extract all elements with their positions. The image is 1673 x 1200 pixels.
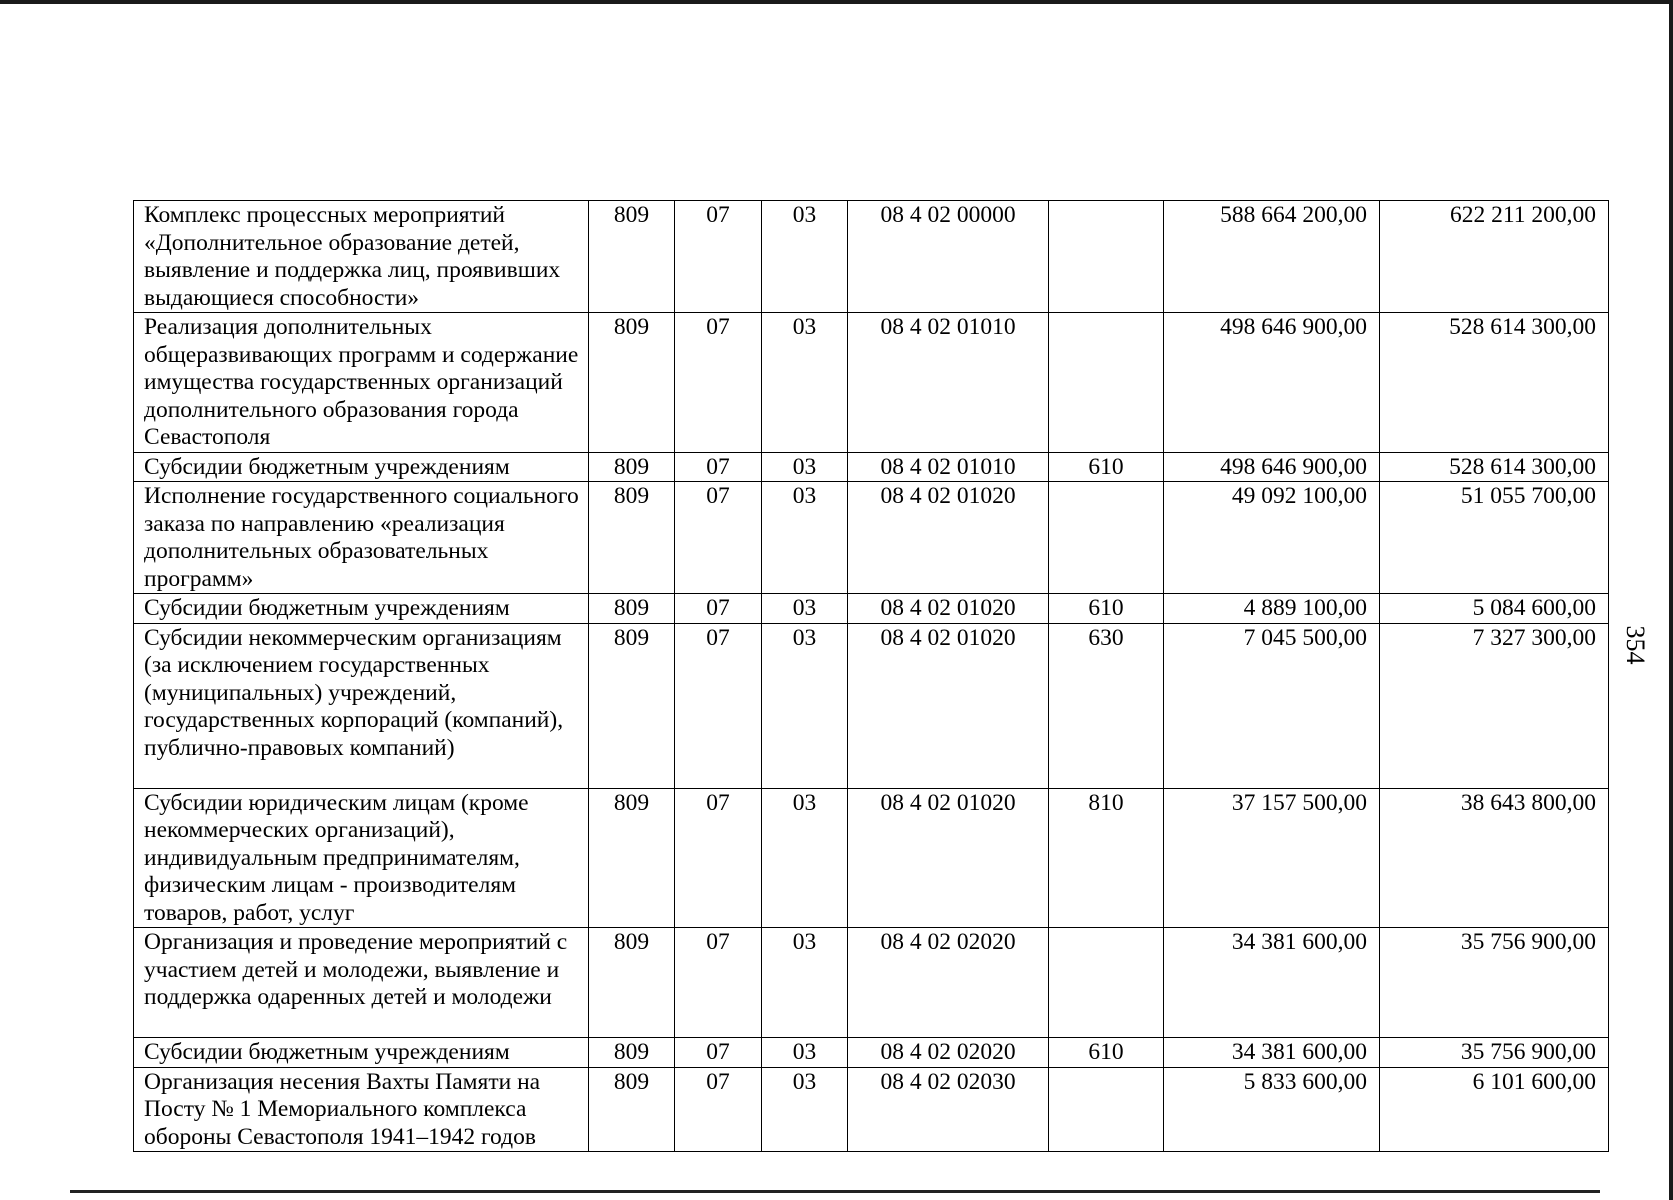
row-csr: 08 4 02 02020 [848, 928, 1049, 1038]
row-name: Организация несения Вахты Памяти на Посту № 1 Мемориального комплекса обороны Севастополя 1941–1942 годов [134, 1067, 589, 1152]
row-pr: 03 [762, 482, 848, 594]
row-vr [1049, 313, 1164, 453]
row-name: Исполнение государственного социального заказа по направлению «реализация дополнительных образовательных программ» [134, 482, 589, 594]
budget-table [133, 200, 1609, 1152]
row-sum2: 622 211 200,00 [1380, 201, 1609, 313]
row-ved: 809 [589, 201, 675, 313]
row-vr [1049, 928, 1164, 1038]
row-csr: 08 4 02 02030 [848, 1067, 1049, 1152]
row-rz: 07 [675, 452, 762, 482]
row-name: Субсидии юридическим лицам (кроме некоммерческих организаций), индивидуальным предпринимателям, физическим лицам - производителям товаров, работ, услуг [134, 788, 589, 928]
row-pr: 03 [762, 313, 848, 453]
row-rz: 07 [675, 1038, 762, 1068]
row-pr: 03 [762, 1038, 848, 1068]
row-csr: 08 4 02 01010 [848, 313, 1049, 453]
table-row [134, 788, 1609, 928]
row-csr: 08 4 02 00000 [848, 201, 1049, 313]
row-vr: 610 [1049, 1038, 1164, 1068]
table-row [134, 1038, 1609, 1068]
row-vr [1049, 201, 1164, 313]
row-rz: 07 [675, 1067, 762, 1152]
table-row [134, 623, 1609, 788]
row-sum2: 6 101 600,00 [1380, 1067, 1609, 1152]
row-name: Организация и проведение мероприятий с участием детей и молодежи, выявление и поддержка одаренных детей и молодежи [134, 928, 589, 1038]
row-sum1: 34 381 600,00 [1164, 928, 1380, 1038]
scan-edge-bottom [70, 1190, 1600, 1193]
row-ved: 809 [589, 594, 675, 624]
row-vr: 810 [1049, 788, 1164, 928]
row-csr: 08 4 02 01010 [848, 452, 1049, 482]
table-row [134, 201, 1609, 313]
row-rz: 07 [675, 623, 762, 788]
row-ved: 809 [589, 1067, 675, 1152]
table-row [134, 928, 1609, 1038]
row-ved: 809 [589, 928, 675, 1038]
row-csr: 08 4 02 01020 [848, 482, 1049, 594]
row-vr: 610 [1049, 594, 1164, 624]
row-name: Субсидии некоммерческим организациям (за исключением государственных (муниципальных) учреждений, государственных корпораций (компаний), публично-правовых компаний) [134, 623, 589, 788]
row-sum2: 7 327 300,00 [1380, 623, 1609, 788]
row-pr: 03 [762, 201, 848, 313]
row-sum2: 5 084 600,00 [1380, 594, 1609, 624]
table-row [134, 482, 1609, 594]
row-name: Реализация дополнительных общеразвивающих программ и содержание имущества государственных организаций дополнительного образования города Севастополя [134, 313, 589, 453]
row-ved: 809 [589, 1038, 675, 1068]
row-pr: 03 [762, 594, 848, 624]
page-number: 354 [1621, 625, 1650, 665]
row-sum1: 34 381 600,00 [1164, 1038, 1380, 1068]
row-sum1: 5 833 600,00 [1164, 1067, 1380, 1152]
row-vr: 630 [1049, 623, 1164, 788]
row-rz: 07 [675, 313, 762, 453]
row-name: Комплекс процессных мероприятий «Дополнительное образование детей, выявление и поддержка лиц, проявивших выдающиеся способности» [134, 201, 589, 313]
row-ved: 809 [589, 452, 675, 482]
row-sum1: 37 157 500,00 [1164, 788, 1380, 928]
row-ved: 809 [589, 623, 675, 788]
scan-edge-top [0, 0, 1673, 4]
row-ved: 809 [589, 788, 675, 928]
row-csr: 08 4 02 01020 [848, 623, 1049, 788]
row-rz: 07 [675, 201, 762, 313]
row-ved: 809 [589, 482, 675, 594]
row-sum1: 49 092 100,00 [1164, 482, 1380, 594]
row-vr [1049, 1067, 1164, 1152]
row-csr: 08 4 02 02020 [848, 1038, 1049, 1068]
row-rz: 07 [675, 594, 762, 624]
row-csr: 08 4 02 01020 [848, 788, 1049, 928]
row-sum1: 4 889 100,00 [1164, 594, 1380, 624]
row-sum2: 35 756 900,00 [1380, 1038, 1609, 1068]
scan-edge-right [1669, 0, 1673, 1200]
budget-table-body [134, 201, 1609, 1152]
row-rz: 07 [675, 788, 762, 928]
row-name: Субсидии бюджетным учреждениям [134, 1038, 589, 1068]
table-row [134, 452, 1609, 482]
table-row [134, 313, 1609, 453]
row-pr: 03 [762, 928, 848, 1038]
row-pr: 03 [762, 623, 848, 788]
table-row [134, 594, 1609, 624]
row-sum2: 528 614 300,00 [1380, 313, 1609, 453]
row-sum1: 7 045 500,00 [1164, 623, 1380, 788]
row-sum2: 528 614 300,00 [1380, 452, 1609, 482]
row-pr: 03 [762, 1067, 848, 1152]
row-rz: 07 [675, 928, 762, 1038]
row-ved: 809 [589, 313, 675, 453]
row-pr: 03 [762, 452, 848, 482]
table-row [134, 1067, 1609, 1152]
row-pr: 03 [762, 788, 848, 928]
row-sum1: 498 646 900,00 [1164, 313, 1380, 453]
row-name: Субсидии бюджетным учреждениям [134, 594, 589, 624]
row-rz: 07 [675, 482, 762, 594]
row-vr [1049, 482, 1164, 594]
row-sum1: 498 646 900,00 [1164, 452, 1380, 482]
row-sum1: 588 664 200,00 [1164, 201, 1380, 313]
row-sum2: 35 756 900,00 [1380, 928, 1609, 1038]
row-sum2: 38 643 800,00 [1380, 788, 1609, 928]
row-name: Субсидии бюджетным учреждениям [134, 452, 589, 482]
row-sum2: 51 055 700,00 [1380, 482, 1609, 594]
row-csr: 08 4 02 01020 [848, 594, 1049, 624]
row-vr: 610 [1049, 452, 1164, 482]
